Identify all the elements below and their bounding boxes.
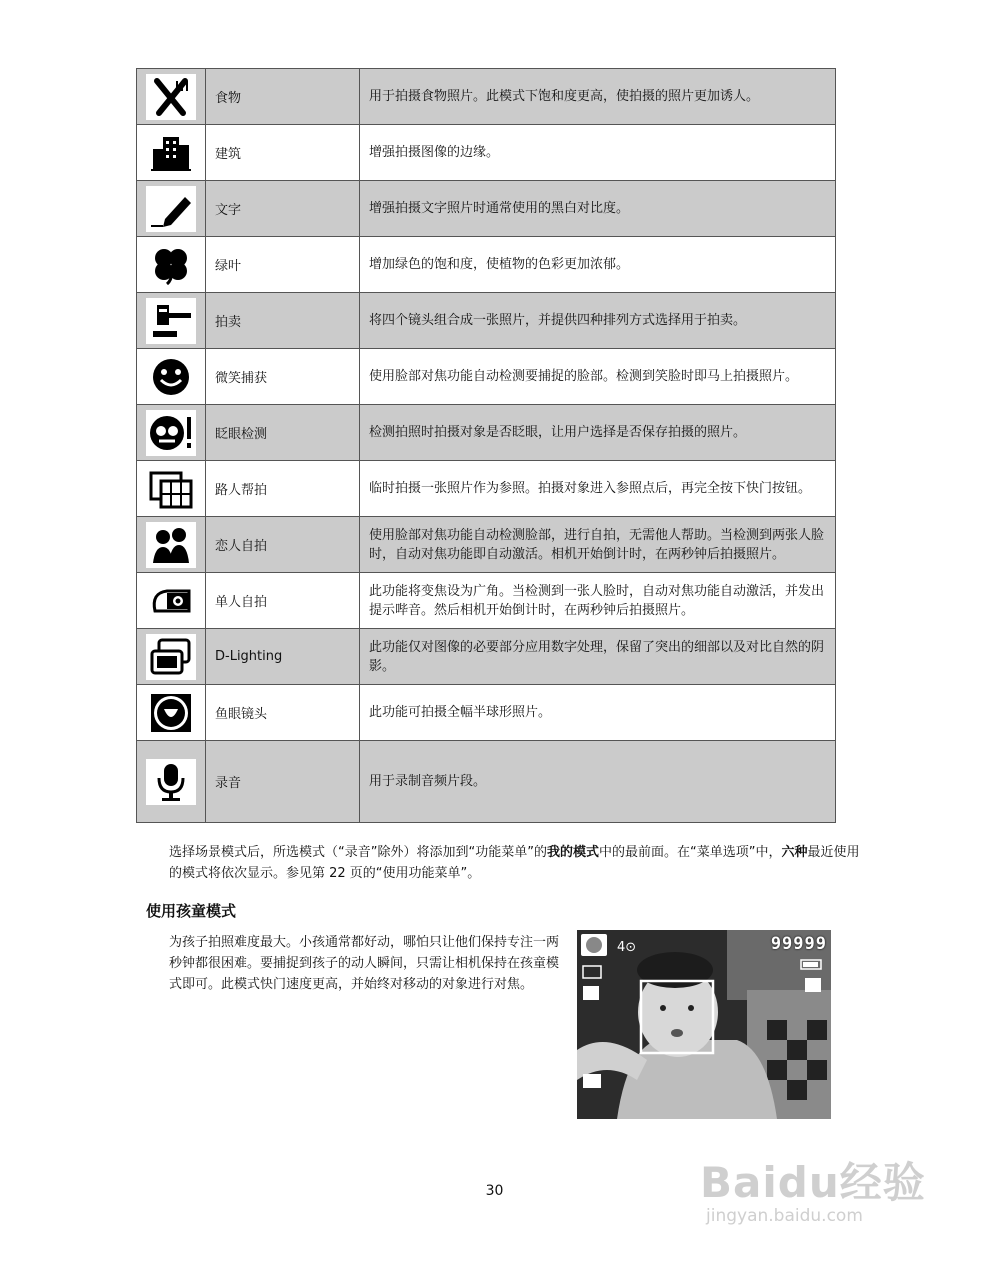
- mode-description: 将四个镜头组合成一张照片，并提供四种排列方式选择用于拍卖。: [360, 293, 836, 349]
- self-portrait-icon: [146, 578, 196, 624]
- mode-description: 使用脸部对焦功能自动检测脸部，进行自拍，无需他人帮助。当检测到两张人脸时，自动对焦功能即自动激活。相机开始倒计时，在两秒钟后拍摄照片。: [360, 517, 836, 573]
- mode-row: [137, 517, 836, 573]
- text-pencil-icon: [146, 186, 196, 232]
- child-photo-image: [577, 930, 831, 1119]
- mode-description: 临时拍摄一张照片作为参照。拍摄对象进入参照点后，再完全按下快门按钮。: [360, 461, 836, 517]
- mode-name: 拍卖: [206, 293, 360, 349]
- mode-description: 此功能将变焦设为广角。当检测到一张人脸时，自动对焦功能自动激活，并发出提示哔音。然后相机开始倒计时，在两秒钟后拍摄照片。: [360, 573, 836, 629]
- mode-name: 鱼眼镜头: [206, 685, 360, 741]
- mode-description: 此功能可拍摄全幅半球形照片。: [360, 685, 836, 741]
- assist-frame-icon: [146, 466, 196, 512]
- mode-row: [137, 741, 836, 823]
- couple-icon: [146, 522, 196, 568]
- mode-row: [137, 293, 836, 349]
- mode-icon-cell: [137, 629, 206, 685]
- mode-name: 录音: [206, 741, 360, 823]
- mode-name: 路人帮拍: [206, 461, 360, 517]
- mode-row: [137, 181, 836, 237]
- scene-mode-note: 选择场景模式后，所选模式（“录音”除外）将添加到“功能菜单”的我的模式中的最前面。在“菜单选项”中，六种最近使用的模式将依次显示。参见第 22 页的“使用功能菜单”。: [169, 845, 860, 881]
- mode-icon-cell: [137, 181, 206, 237]
- building-icon: [146, 130, 196, 176]
- mode-name: 建筑: [206, 125, 360, 181]
- mode-icon-cell: [137, 125, 206, 181]
- mode-description: 检测拍照时拍摄对象是否眨眼，让用户选择是否保存拍摄的照片。: [360, 405, 836, 461]
- mode-description: 增强拍摄文字照片时通常使用的黑白对比度。: [360, 181, 836, 237]
- d-lighting-icon: [146, 634, 196, 680]
- mode-name: 微笑捕获: [206, 349, 360, 405]
- mode-row: [137, 685, 836, 741]
- scene-mode-table: [136, 68, 836, 823]
- mode-description: 用于拍摄食物照片。此模式下饱和度更高，使拍摄的照片更加诱人。: [360, 69, 836, 125]
- mode-row: [137, 573, 836, 629]
- mode-icon-cell: [137, 741, 206, 823]
- mode-name: 眨眼检测: [206, 405, 360, 461]
- mode-row: [137, 349, 836, 405]
- mode-row: [137, 405, 836, 461]
- mode-name: 绿叶: [206, 237, 360, 293]
- mode-icon-cell: [137, 349, 206, 405]
- mode-icon-cell: [137, 517, 206, 573]
- page-number: 30: [485, 1183, 504, 1199]
- mode-description: 增强拍摄图像的边缘。: [360, 125, 836, 181]
- mode-name: 单人自拍: [206, 573, 360, 629]
- mode-name: 文字: [206, 181, 360, 237]
- mode-icon-cell: [137, 405, 206, 461]
- fisheye-icon: [146, 690, 196, 736]
- camera-preview-photo: [577, 930, 831, 1119]
- svg-text:4⊙: 4⊙: [617, 940, 637, 955]
- baidu-watermark: [700, 1150, 930, 1240]
- food-icon: [146, 74, 196, 120]
- mode-row: [137, 125, 836, 181]
- mode-description: 此功能仅对图像的必要部分应用数字处理，保留了突出的细部以及对比自然的阴影。: [360, 629, 836, 685]
- watermark-logo: Baidu经验: [700, 1158, 926, 1207]
- mode-name: 食物: [206, 69, 360, 125]
- mode-description: 增加绿色的饱和度，使植物的色彩更加浓郁。: [360, 237, 836, 293]
- mode-row: [137, 629, 836, 685]
- mode-row: [137, 237, 836, 293]
- auction-icon: [146, 298, 196, 344]
- section-title: 使用孩童模式: [146, 902, 237, 920]
- child-mode-description: 为孩子拍照难度最大。小孩通常都好动，哪怕只让他们保持专注一两秒钟都很困难。要捕捉到孩子的动人瞬间，只需让相机保持在孩童模式即可。此模式快门速度更高，并始终对移动的对象进行对焦。: [169, 935, 560, 992]
- blink-icon: [146, 410, 196, 456]
- mode-name: 恋人自拍: [206, 517, 360, 573]
- mode-description: 使用脸部对焦功能自动检测要捕捉的脸部。检测到笑脸时即马上拍摄照片。: [360, 349, 836, 405]
- mode-row: [137, 461, 836, 517]
- mode-icon-cell: [137, 69, 206, 125]
- mode-icon-cell: [137, 573, 206, 629]
- mode-name: D-Lighting: [206, 629, 360, 685]
- mode-icon-cell: [137, 685, 206, 741]
- mode-icon-cell: [137, 461, 206, 517]
- mode-row: [137, 69, 836, 125]
- shot-counter: 99999: [770, 934, 827, 954]
- smile-icon: [146, 354, 196, 400]
- mode-icon-cell: [137, 293, 206, 349]
- microphone-icon: [146, 759, 196, 805]
- mode-description: 用于录制音频片段。: [360, 741, 836, 823]
- mode-icon-cell: [137, 237, 206, 293]
- watermark-url: jingyan.baidu.com: [706, 1206, 863, 1226]
- leaf-icon: [146, 242, 196, 288]
